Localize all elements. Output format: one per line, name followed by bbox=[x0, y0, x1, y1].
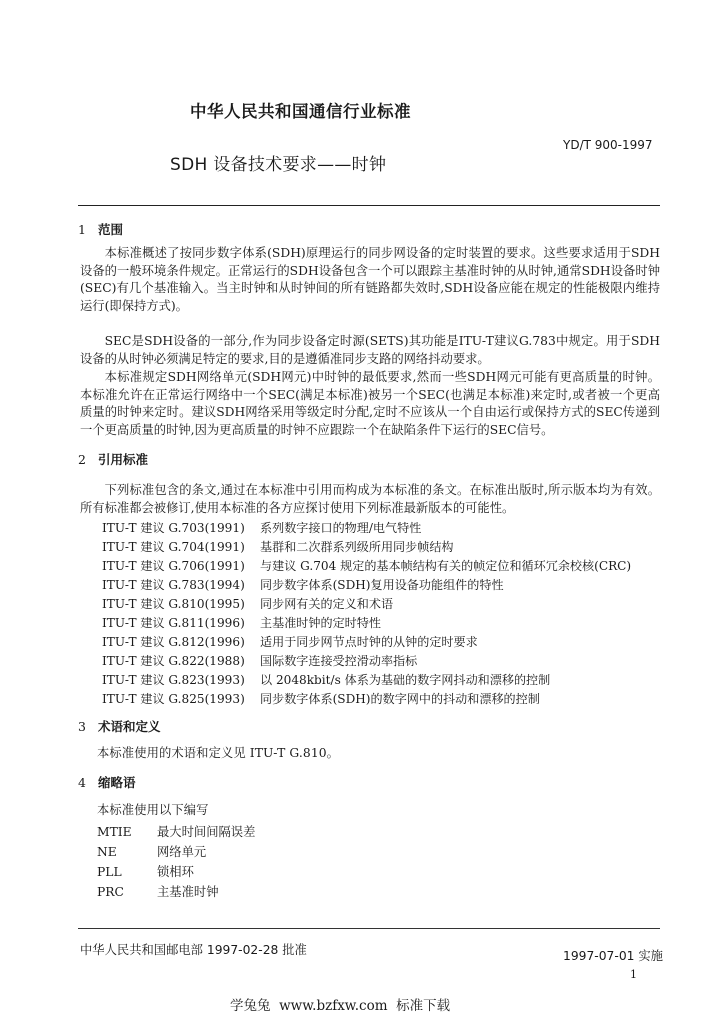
section-4-heading bbox=[78, 773, 136, 791]
header-rule bbox=[78, 205, 660, 206]
abbreviation-term: PLL bbox=[97, 865, 122, 879]
paragraph: 本标准概述了按同步数字体系(SDH)原理运行的同步网设备的定时装置的要求。这些要求适用于SDH设备的一般环境条件规定。正常运行的SDH设备包含一个可以跟踪主基准时钟的从时钟,通常SDH设备时钟(SEC)有几个基准输入。当主时钟和从时钟间的所有链路都失效时,SDH设备应能在规定的性能极限内维持运行(即保持方式)。 bbox=[80, 246, 660, 313]
reference-desc: 适用于同步网节点时钟的从钟的定时要求 bbox=[260, 635, 478, 649]
section-number: 4 bbox=[78, 775, 86, 790]
section-number: 2 bbox=[78, 452, 86, 467]
reference-code: ITU-T 建议 G.822(1988) bbox=[102, 654, 245, 668]
reference-desc: 同步数字体系(SDH)的数字网中的抖动和漂移的控制 bbox=[260, 692, 540, 706]
list-item bbox=[97, 862, 194, 880]
abbreviation-desc: 最大时间间隔误差 bbox=[157, 825, 256, 839]
document-title: SDH 设备技术要求——时钟 bbox=[170, 155, 387, 175]
reference-code: ITU-T 建议 G.783(1994) bbox=[102, 578, 245, 592]
abbreviation-desc: 网络单元 bbox=[157, 845, 207, 859]
reference-code: ITU-T 建议 G.704(1991) bbox=[102, 540, 245, 554]
paragraph: 本标准规定SDH网络单元(SDH网元)中时钟的最低要求,然而一些SDH网元可能有更高质量的时钟。本标准允许在正常运行网络中一个SEC(满足本标准)被另一个SEC(也满足本标准)来定时,或者被一个更高质量的时钟来定时。建议SDH网络采用等级定时分配,定时不应该从一个自由运行或保持方式的SEC传递到一个更高质量的时钟,因为更高质量的时钟不应跟踪一个在缺陷条件下运行的SEC信号。 bbox=[80, 370, 660, 437]
list-item bbox=[102, 671, 550, 688]
reference-desc: 与建议 G.704 规定的基本帧结构有关的帧定位和循环冗余校核(CRC) bbox=[260, 559, 632, 573]
list-item bbox=[102, 557, 631, 574]
list-item bbox=[102, 652, 417, 669]
list-item bbox=[102, 576, 504, 593]
section-2-heading bbox=[78, 450, 148, 468]
reference-desc: 主基准时钟的定时特性 bbox=[260, 616, 381, 630]
page-number: 1 bbox=[630, 968, 637, 981]
publisher-title: 中华人民共和国通信行业标准 bbox=[190, 102, 411, 121]
section-title: 范围 bbox=[98, 222, 124, 237]
implementation-date: 1997-07-01 实施 bbox=[563, 949, 663, 963]
reference-desc: 系列数字接口的物理/电气特性 bbox=[260, 521, 422, 535]
list-item bbox=[97, 842, 206, 860]
reference-code: ITU-T 建议 G.706(1991) bbox=[102, 559, 245, 573]
section-title: 术语和定义 bbox=[98, 719, 161, 734]
reference-desc: 同步数字体系(SDH)复用设备功能组件的特性 bbox=[260, 578, 504, 592]
list-item bbox=[102, 595, 393, 612]
abbreviation-term: MTIE bbox=[97, 825, 132, 839]
reference-code: ITU-T 建议 G.703(1991) bbox=[102, 521, 245, 535]
list-item bbox=[102, 519, 421, 536]
list-item bbox=[102, 538, 454, 555]
list-item bbox=[97, 882, 219, 900]
approval-line: 中华人民共和国邮电部 1997-02-28 批准 bbox=[80, 943, 307, 957]
reference-desc: 同步网有关的定义和术语 bbox=[260, 597, 394, 611]
section-3-heading bbox=[78, 717, 161, 735]
section-title: 缩略语 bbox=[98, 775, 136, 790]
footer-rule bbox=[78, 928, 660, 929]
paragraph: 本标准使用的术语和定义见 ITU-T G.810。 bbox=[97, 746, 340, 760]
list-item bbox=[97, 822, 255, 840]
reference-desc: 国际数字连接受控滑动率指标 bbox=[260, 654, 418, 668]
site-watermark: 学兔兔 www.bzfxw.com 标准下载 bbox=[230, 998, 451, 1014]
reference-code: ITU-T 建议 G.812(1996) bbox=[102, 635, 245, 649]
reference-code: ITU-T 建议 G.811(1996) bbox=[102, 616, 245, 630]
section-number: 3 bbox=[78, 719, 86, 734]
list-item bbox=[102, 614, 381, 631]
section-title: 引用标准 bbox=[98, 452, 149, 467]
reference-code: ITU-T 建议 G.823(1993) bbox=[102, 673, 245, 687]
reference-desc: 基群和二次群系列级所用同步帧结构 bbox=[260, 540, 454, 554]
standard-code: YD/T 900-1997 bbox=[563, 138, 653, 152]
section-number: 1 bbox=[78, 222, 86, 237]
reference-code: ITU-T 建议 G.810(1995) bbox=[102, 597, 245, 611]
list-item bbox=[102, 690, 540, 707]
section-1-heading bbox=[78, 220, 123, 238]
reference-desc: 以 2048kbit/s 体系为基础的数字网抖动和漂移的控制 bbox=[260, 673, 551, 687]
abbreviation-desc: 锁相环 bbox=[157, 865, 194, 879]
paragraph: 下列标准包含的条文,通过在本标准中引用而构成为本标准的条文。在标准出版时,所示版本均为有效。所有标准都会被修订,使用本标准的各方应探讨使用下列标准最新版本的可能性。 bbox=[80, 483, 660, 515]
list-item bbox=[102, 633, 478, 650]
paragraph: SEC是SDH设备的一部分,作为同步设备定时源(SETS)其功能是ITU-T建议G.783中规定。用于SDH设备的从时钟必须满足特定的要求,目的是遵循准同步支路的网络抖动要求。 bbox=[80, 334, 660, 366]
reference-code: ITU-T 建议 G.825(1993) bbox=[102, 692, 245, 706]
abbreviation-term: PRC bbox=[97, 885, 124, 899]
abbreviation-desc: 主基准时钟 bbox=[157, 885, 219, 899]
paragraph: 本标准使用以下编写 bbox=[97, 803, 209, 817]
abbreviation-term: NE bbox=[97, 845, 117, 859]
